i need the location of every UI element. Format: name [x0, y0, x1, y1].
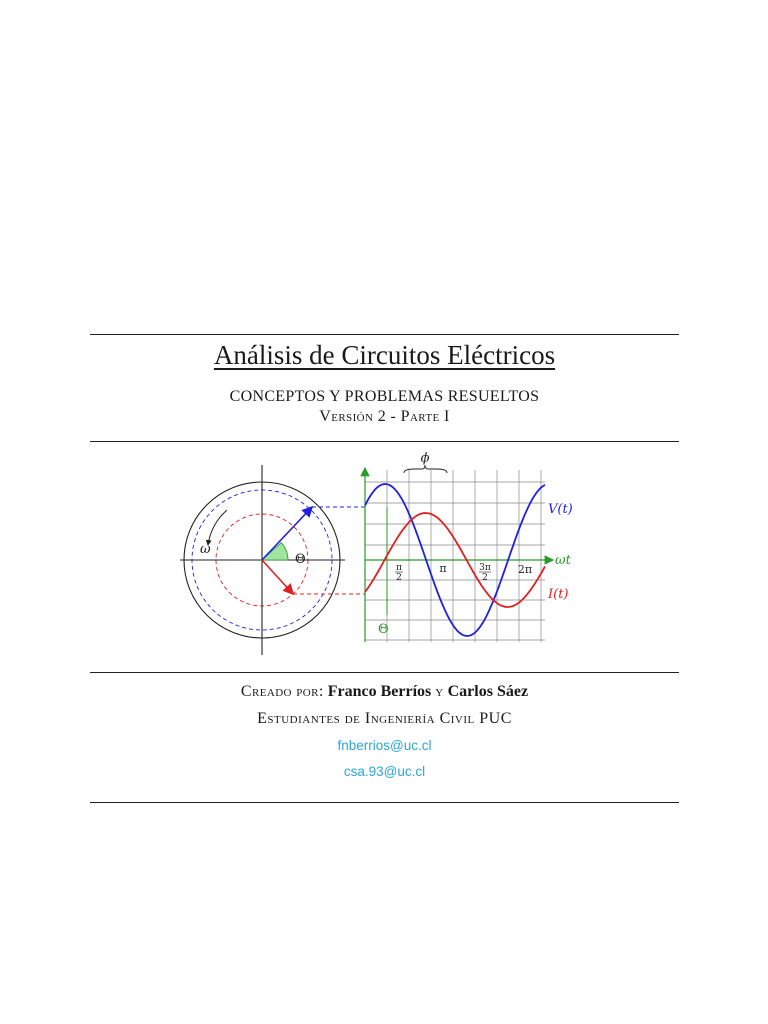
document-subtitle: CONCEPTOS Y PROBLEMAS RESUELTOS [229, 388, 540, 405]
email-link-franco[interactable]: fnberrios@uc.cl [337, 738, 432, 753]
document-title: Análisis de Circuitos Eléctricos [213, 340, 556, 370]
current-label: I(t) [548, 587, 569, 602]
tick-pi-half-den: 2 [396, 573, 402, 583]
bottom-rule [90, 802, 679, 803]
phasor-figure [175, 450, 595, 660]
theta-label: Θ [295, 552, 306, 567]
tick-3pi-half-den: 2 [482, 573, 488, 583]
author-franco: Franco Berríos [327, 683, 432, 700]
tick-2pi: 2π [517, 563, 533, 576]
author-carlos: Carlos Sáez [447, 683, 529, 700]
document-version: Versión 2 - Parte I [319, 408, 450, 425]
omega-label: ω [200, 542, 211, 557]
tick-pi-half-num: π [396, 563, 402, 573]
tick-pi: π [439, 562, 447, 575]
author-conjunction: y [435, 683, 444, 700]
top-rule [90, 334, 679, 335]
created-by-label: Creado por: [240, 683, 324, 700]
omega-t-label: ωt [555, 553, 571, 568]
title-rule [90, 441, 679, 442]
phi-brace [404, 465, 447, 473]
credits-line [90, 683, 679, 701]
affiliation: Estudiantes de Ingeniería Civil PUC [257, 710, 512, 727]
waveform-grid [365, 470, 545, 642]
current-phasor [262, 560, 293, 594]
phi-label: ϕ [420, 451, 430, 466]
rotation-arrow [208, 510, 227, 545]
voltage-label: V(t) [548, 502, 573, 517]
theta-axis-label: Θ [378, 622, 389, 637]
tick-3pi-half-num: 3π [479, 563, 491, 573]
phasor-diagram [175, 450, 595, 660]
email-link-carlos[interactable]: csa.93@uc.cl [343, 764, 426, 779]
figure-rule [90, 672, 679, 673]
